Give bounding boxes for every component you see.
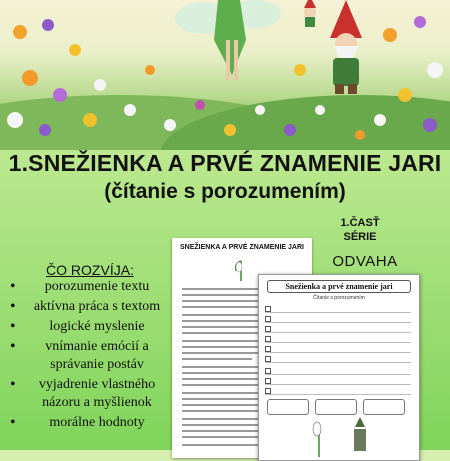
skills-heading: ČO ROZVÍJA: bbox=[46, 262, 134, 278]
page-title: 1.SNEŽIENKA A PRVÉ ZNAMENIE JARI bbox=[8, 150, 442, 176]
flower-figure-icon bbox=[299, 417, 379, 457]
activity-worksheet-preview bbox=[258, 274, 420, 461]
series-theme: ODVAHA bbox=[332, 253, 398, 270]
skill-item: • logické myslenie bbox=[8, 318, 170, 336]
gnome-figure bbox=[330, 0, 362, 94]
skill-item: • aktívna práca s textom bbox=[8, 298, 170, 316]
series-part-label: 1.ČASŤ SÉRIE bbox=[340, 217, 380, 243]
meadow-illustration bbox=[0, 0, 450, 150]
activity-title: Snežienka a prvé znamenie jari bbox=[267, 280, 411, 293]
page-subtitle: (čítanie s porozumením) bbox=[104, 180, 346, 203]
skill-item: • vyjadrenie vlastného názoru a myšlienok bbox=[8, 376, 170, 412]
skill-item: • morálne hodnoty bbox=[8, 414, 170, 432]
activity-subtitle: Čítanie s porozumením bbox=[313, 295, 365, 301]
snowdrop-icon bbox=[230, 253, 252, 281]
skill-item: • porozumenie textu bbox=[8, 278, 170, 296]
skills-list bbox=[8, 278, 170, 434]
story-title: SNEŽIENKA A PRVÉ ZNAMENIE JARI bbox=[180, 244, 304, 251]
fairy-figure bbox=[175, 0, 281, 80]
skill-item: • vnímanie emócií a správanie postáv bbox=[8, 338, 170, 374]
hero-illustration bbox=[0, 0, 450, 150]
small-gnome-figure bbox=[304, 0, 316, 27]
